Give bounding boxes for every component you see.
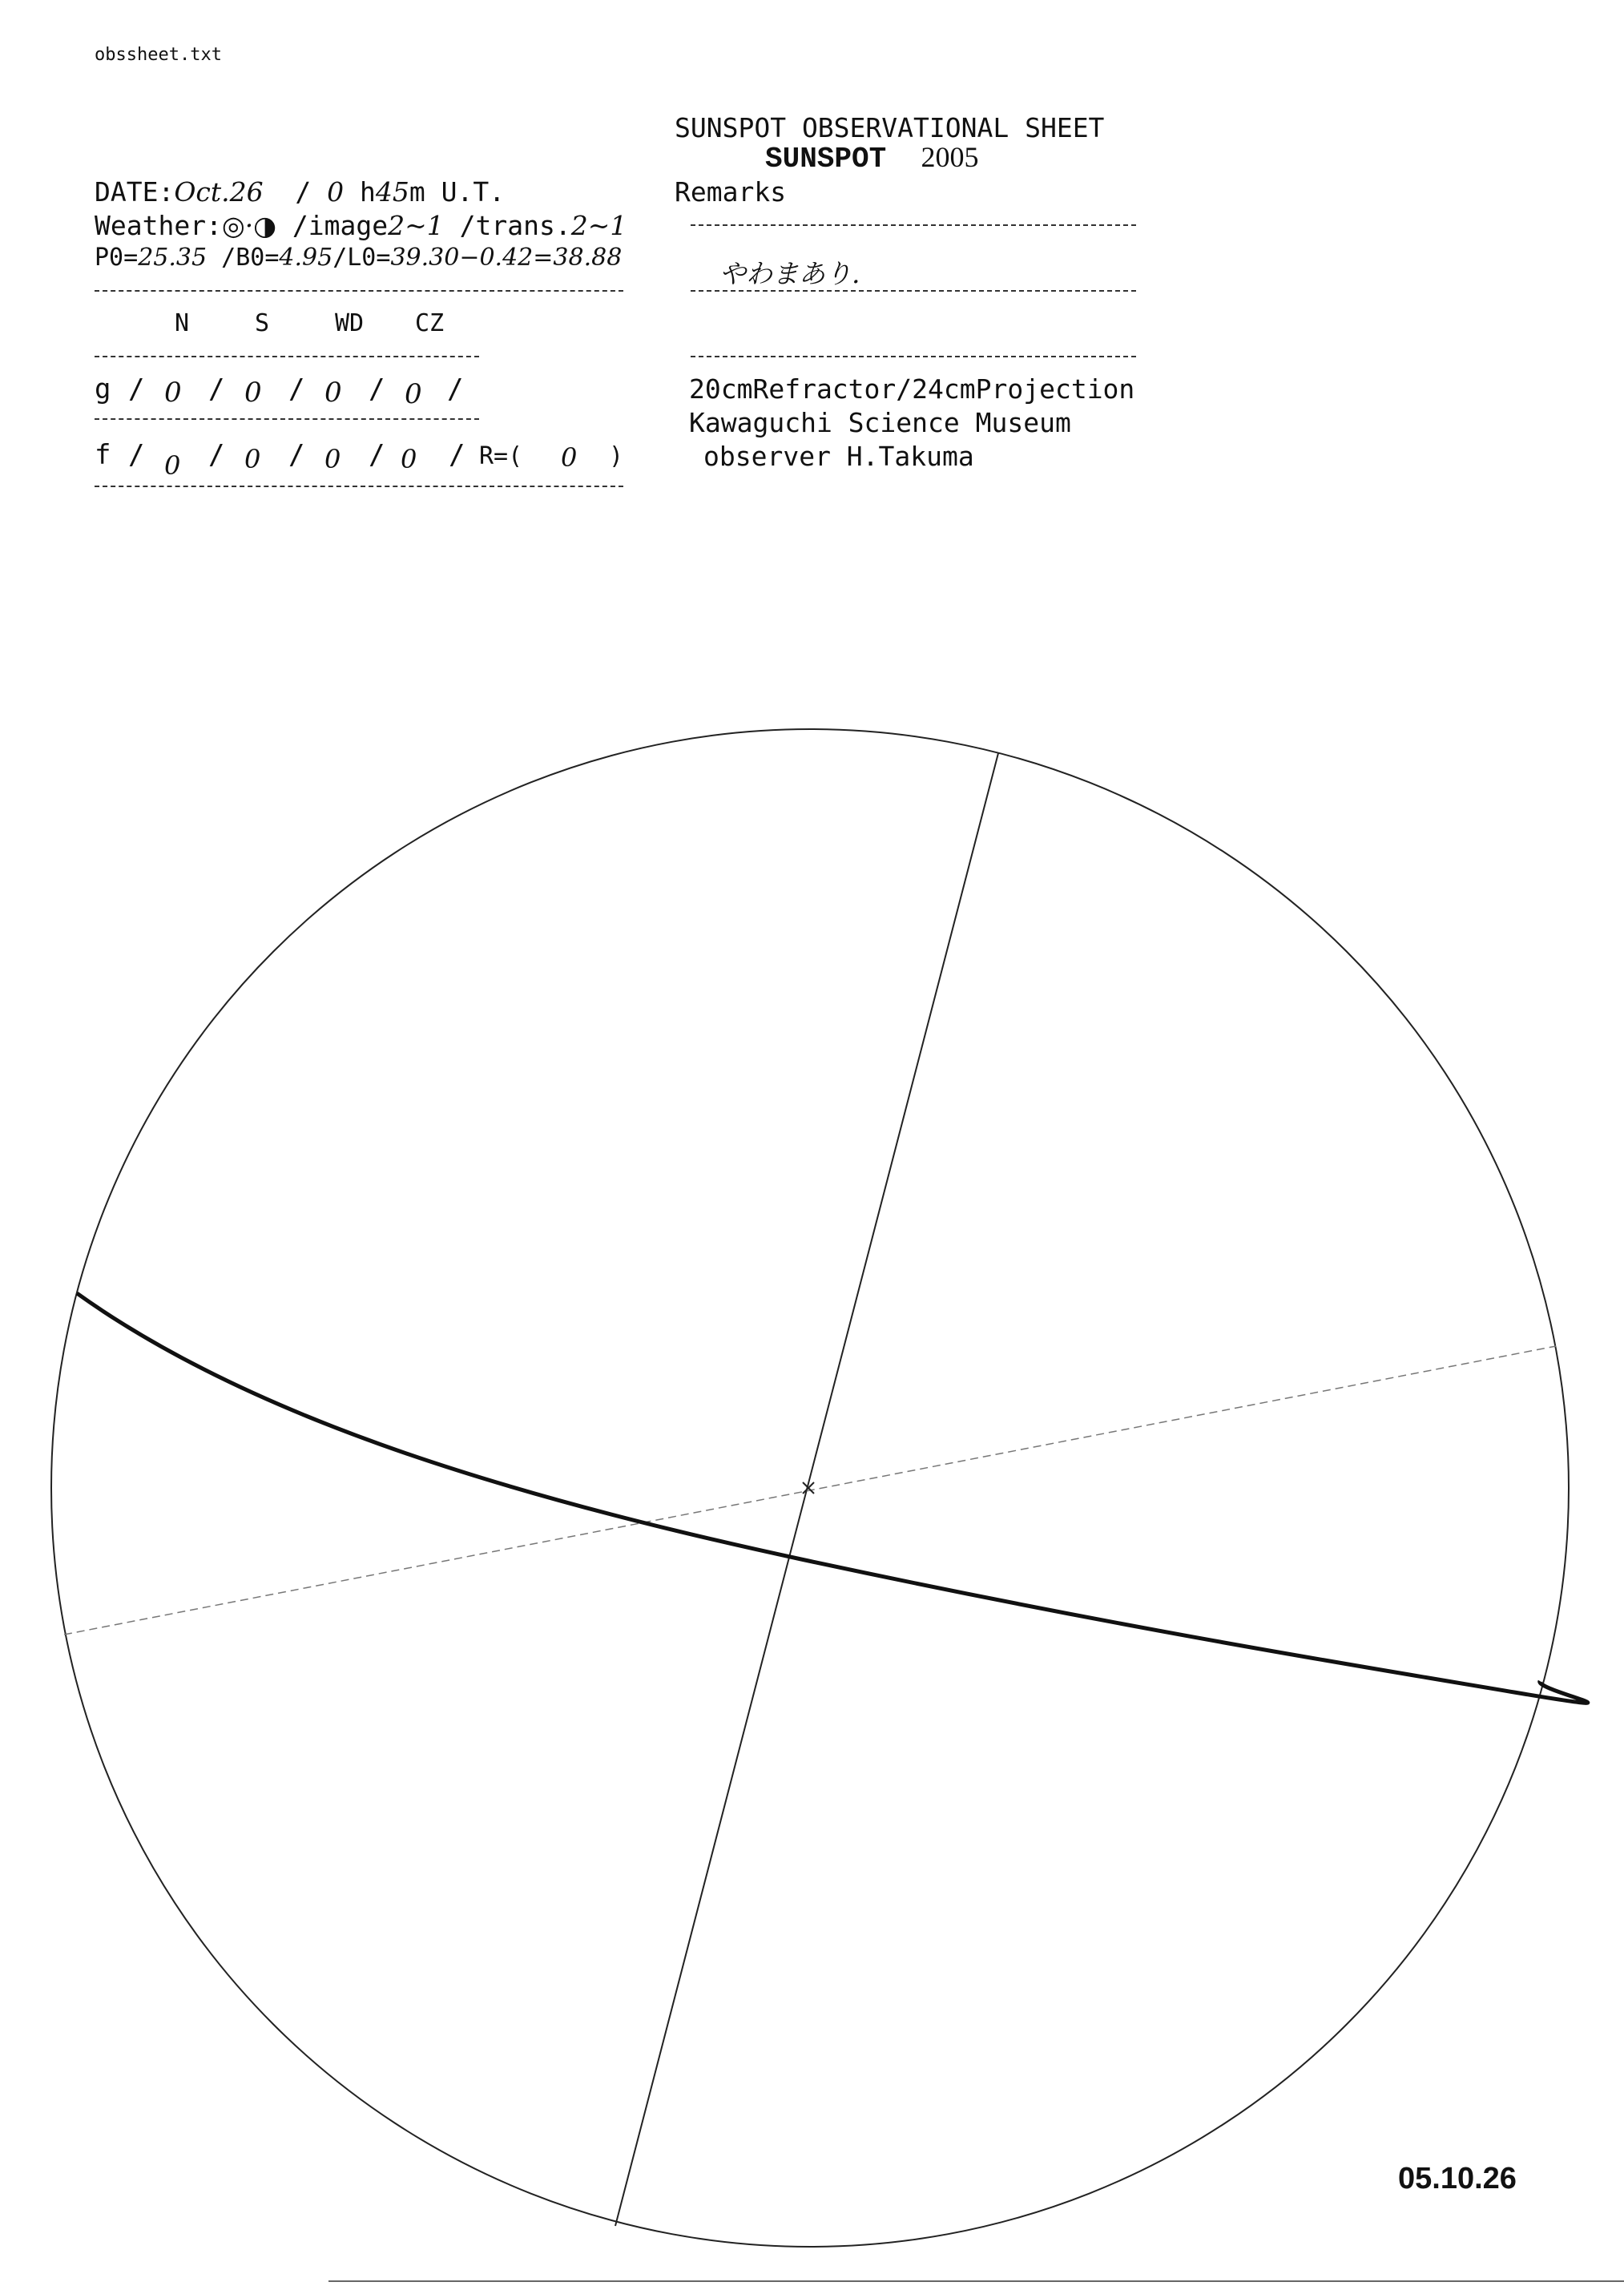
count-header-cz: CZ	[415, 309, 445, 337]
f-value-wd: 0	[324, 444, 341, 474]
hour-value: 0	[327, 176, 345, 208]
count-header-s: S	[255, 309, 270, 337]
f-row-label: f	[95, 439, 111, 471]
g-value-n: 0	[164, 377, 182, 409]
date-stamp: 05.10.26	[1398, 2162, 1517, 2195]
g-value-s: 0	[244, 377, 262, 409]
slash: /	[208, 439, 225, 471]
f-value-n: 0	[164, 450, 181, 481]
g-row-label: g	[95, 373, 111, 405]
image-label: /image	[292, 210, 389, 241]
date-value: Oct.26	[174, 176, 264, 208]
b0-label: /B0=	[221, 244, 280, 272]
b0-value: 4.95	[279, 244, 333, 272]
date-label: DATE:	[95, 176, 175, 208]
f-value-cz: 0	[401, 444, 417, 474]
solar-disk-outline	[51, 729, 1569, 2247]
sheet-title: SUNSPOT OBSERVATIONAL SHEET	[675, 112, 1105, 143]
slash: /	[288, 373, 305, 405]
trans-value: 2~1	[570, 210, 627, 241]
weather-label: Weather:	[95, 210, 222, 241]
g-value-wd: 0	[324, 377, 342, 409]
minute-unit: m U.T.	[409, 176, 506, 208]
slash: /	[449, 439, 465, 471]
sheet-subtitle-text: SUNSPOT	[765, 143, 887, 175]
slash: /	[128, 439, 145, 471]
hour-unit: h	[360, 176, 376, 208]
r-close: )	[609, 442, 624, 470]
p0-value: 25.35	[138, 244, 208, 272]
institution: Kawaguchi Science Museum	[689, 407, 1071, 438]
sheet-year: 2005	[921, 141, 979, 173]
minute-value: 45	[375, 176, 409, 208]
count-header-wd: WD	[335, 309, 365, 337]
remarks-note: やわまあり.	[719, 258, 860, 289]
image-value: 2~1	[388, 210, 444, 241]
slash: /	[288, 439, 305, 471]
slash: /	[208, 373, 225, 405]
l0-value: 39.30−0.42=38.88	[390, 244, 623, 272]
remarks-label: Remarks	[675, 176, 787, 208]
slash: /	[369, 439, 385, 471]
trans-label: /trans.	[459, 210, 571, 241]
g-value-cz: 0	[405, 378, 422, 410]
heliographic-equator-curve	[77, 1293, 1588, 1703]
f-value-s: 0	[244, 444, 261, 474]
slash: /	[447, 373, 464, 405]
date-separator: /	[295, 176, 312, 208]
slash: /	[369, 373, 385, 405]
l0-label: /L0=	[332, 244, 391, 272]
r-value: 0	[561, 442, 578, 473]
observer: observer H.Takuma	[703, 441, 974, 472]
r-label: R=(	[479, 442, 523, 470]
file-name: obssheet.txt	[95, 45, 222, 65]
p0-label: P0=	[95, 244, 139, 272]
bottom-rule	[328, 2280, 1624, 2282]
weather-value: ◎·◑	[221, 210, 277, 241]
count-header-n: N	[175, 309, 190, 337]
instrument: 20cmRefractor/24cmProjection	[689, 373, 1135, 405]
slash: /	[128, 373, 145, 405]
